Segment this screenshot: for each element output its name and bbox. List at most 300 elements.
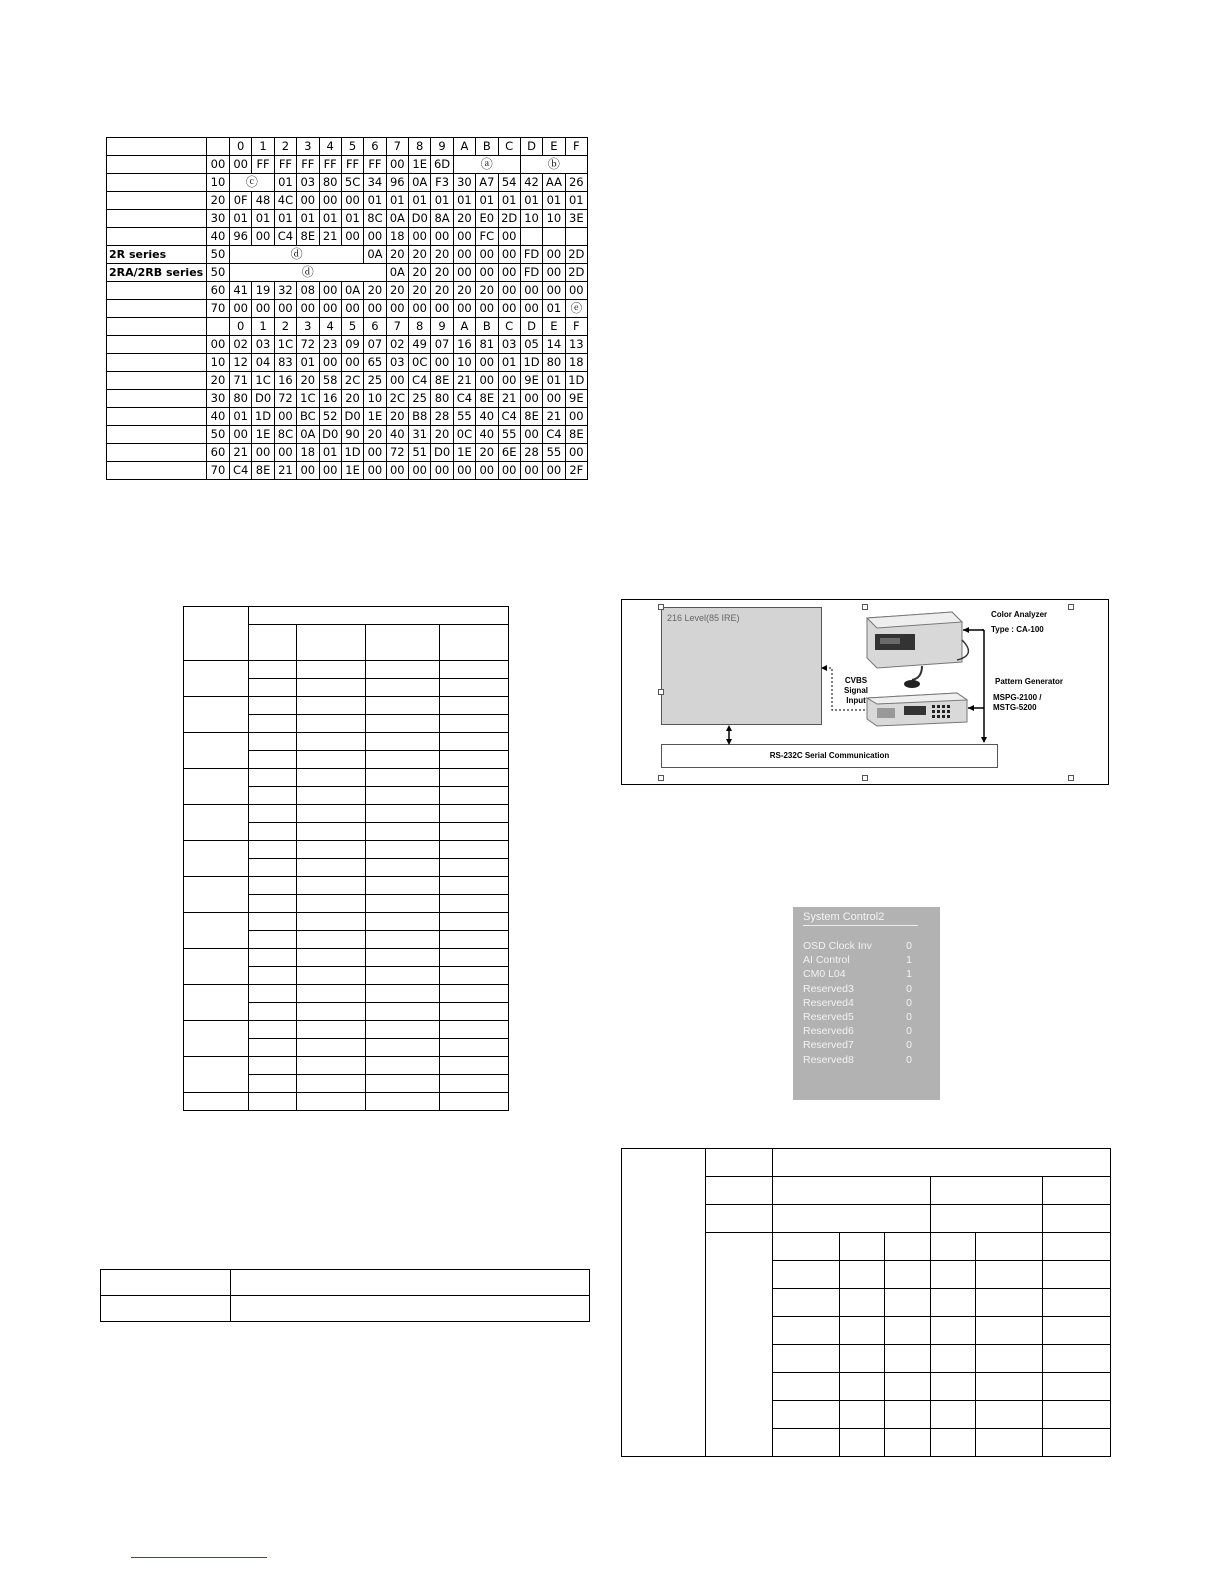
- grid-cell: [184, 697, 249, 733]
- hex-row: [107, 156, 588, 174]
- grid-cell: [885, 1373, 931, 1401]
- grid-cell: [297, 1039, 366, 1057]
- osd-setting-label: AI Control: [803, 954, 850, 967]
- hex-col-header: 5: [341, 318, 363, 336]
- hex-byte-cell: 00: [319, 282, 341, 300]
- hex-byte-cell: E0: [476, 210, 498, 228]
- hex-row-address: 10: [207, 354, 230, 372]
- hex-row-address: 50: [207, 426, 230, 444]
- hex-byte-cell: 01: [230, 210, 252, 228]
- osd-setting-value: 1: [906, 954, 912, 967]
- selection-handle: [658, 775, 664, 781]
- osd-setting-row: [803, 1024, 918, 1038]
- hex-byte-cell: 00: [543, 462, 565, 480]
- grid-cell: [440, 697, 509, 715]
- hex-row-address: 40: [207, 228, 230, 246]
- hex-byte-cell: 1D: [520, 354, 542, 372]
- grid-cell: [297, 787, 366, 805]
- hex-byte-cell: 00: [364, 444, 386, 462]
- hex-byte-cell: 8A: [431, 210, 453, 228]
- color-analyzer-icon: [867, 612, 968, 688]
- hex-byte-cell: 80: [431, 390, 453, 408]
- hex-byte-cell: 19: [252, 282, 274, 300]
- hex-col-header: 8: [409, 138, 431, 156]
- hex-byte-cell: 00: [476, 354, 498, 372]
- hex-byte-cell: 00: [476, 300, 498, 318]
- grid-cell: [622, 1149, 706, 1457]
- hex-byte-cell: 00: [409, 300, 431, 318]
- hex-row: [107, 408, 588, 426]
- hex-addr-cell: [207, 318, 230, 336]
- hex-byte-cell: 1E: [252, 426, 274, 444]
- hex-byte-cell: 00: [319, 462, 341, 480]
- grid-cell: [931, 1233, 976, 1261]
- grid-cell: [440, 859, 509, 877]
- grid-cell: [440, 1093, 509, 1111]
- hex-byte-cell: 00: [319, 354, 341, 372]
- grid-cell: [840, 1373, 885, 1401]
- hex-byte-cell: 20: [386, 246, 408, 264]
- hex-col-header: 4: [319, 138, 341, 156]
- grid-cell: [249, 1057, 297, 1075]
- hex-byte-cell: 00: [409, 228, 431, 246]
- hex-byte-cell: FF: [341, 156, 363, 174]
- osd-setting-label: Reserved5: [803, 1011, 854, 1023]
- hex-byte-cell: 01: [543, 192, 565, 210]
- hex-row: [107, 390, 588, 408]
- hex-col-header: 6: [364, 318, 386, 336]
- grid-cell: [249, 751, 297, 769]
- signal-input-label-3: Input: [846, 696, 866, 705]
- grid-cell: [249, 967, 297, 985]
- grid-cell: [1043, 1261, 1111, 1289]
- grid-cell: [249, 679, 297, 697]
- grid-cell: [885, 1345, 931, 1373]
- grid-cell: [440, 877, 509, 895]
- generator-model-2: MSTG-5200: [993, 703, 1037, 712]
- grid-cell: [366, 1021, 440, 1039]
- hex-header-row: [107, 138, 588, 156]
- grid-cell: [184, 607, 249, 661]
- hex-byte-cell: 8E: [252, 462, 274, 480]
- grid-cell: [931, 1429, 976, 1457]
- small-table-cell: [101, 1270, 231, 1296]
- hex-row-label: [107, 336, 207, 354]
- grid-cell: [297, 1057, 366, 1075]
- hex-byte-cell: [520, 228, 542, 246]
- grid-cell: [366, 1093, 440, 1111]
- grid-cell: [249, 913, 297, 931]
- grid-cell: [184, 1057, 249, 1093]
- grid-cell: [976, 1317, 1043, 1345]
- hex-col-header: F: [565, 138, 587, 156]
- grid-cell: [366, 1075, 440, 1093]
- grid-cell: [184, 985, 249, 1021]
- grid-cell: [184, 805, 249, 841]
- hex-byte-cell: 20: [409, 282, 431, 300]
- hex-byte-cell: 00: [252, 228, 274, 246]
- grid-cell: [249, 787, 297, 805]
- hex-byte-cell: 8C: [274, 426, 296, 444]
- small-table-cell: [231, 1270, 590, 1296]
- grid-cell: [366, 823, 440, 841]
- hex-byte-cell: 20: [364, 426, 386, 444]
- hex-byte-cell: 21: [230, 444, 252, 462]
- osd-setting-row: [803, 1010, 918, 1024]
- hex-byte-cell: 21: [498, 390, 520, 408]
- hex-byte-cell: 00: [565, 444, 587, 462]
- hex-col-header: 1: [252, 318, 274, 336]
- grid-cell: [931, 1317, 976, 1345]
- hex-byte-cell: 00: [476, 372, 498, 390]
- hex-row-label: 2R series: [107, 246, 207, 264]
- hex-byte-cell: 0A: [364, 246, 386, 264]
- hex-byte-cell: 71: [230, 372, 252, 390]
- hex-byte-cell: 65: [364, 354, 386, 372]
- hex-col-header: D: [520, 318, 542, 336]
- grid-cell: [976, 1373, 1043, 1401]
- hex-byte-cell: 00: [498, 228, 520, 246]
- hex-byte-cell: 00: [431, 354, 453, 372]
- grid-cell: [366, 715, 440, 733]
- grid-cell: [249, 733, 297, 751]
- hex-byte-cell: 20: [431, 282, 453, 300]
- hex-col-header: E: [543, 138, 565, 156]
- hex-byte-cell: 40: [476, 426, 498, 444]
- hex-row-label: [107, 192, 207, 210]
- hex-byte-cell: 01: [543, 372, 565, 390]
- hex-row: [107, 246, 588, 264]
- hex-byte-cell: 58: [319, 372, 341, 390]
- hex-byte-cell: 00: [498, 282, 520, 300]
- hex-byte-cell: 20: [476, 444, 498, 462]
- hex-col-header: D: [520, 138, 542, 156]
- hex-byte-cell: 1D: [252, 408, 274, 426]
- hex-row-address: 60: [207, 282, 230, 300]
- grid-cell: [440, 715, 509, 733]
- grid-cell: [249, 1039, 297, 1057]
- hex-byte-cell: 72: [274, 390, 296, 408]
- hex-byte-cell: 42: [520, 174, 542, 192]
- hex-byte-cell: D0: [431, 444, 453, 462]
- hex-byte-cell: 1C: [297, 390, 319, 408]
- grid-cell: [184, 769, 249, 805]
- hex-byte-cell: AA: [543, 174, 565, 192]
- hex-byte-cell: 4C: [274, 192, 296, 210]
- grid-cell: [297, 805, 366, 823]
- hex-row-label: [107, 354, 207, 372]
- hex-byte-cell: 13: [565, 336, 587, 354]
- signal-input-label-2: Signal: [843, 686, 868, 695]
- hex-byte-cell: C4: [409, 372, 431, 390]
- grid-cell: [976, 1401, 1043, 1429]
- osd-setting-label: Reserved6: [803, 1025, 854, 1038]
- hex-byte-cell: 20: [453, 282, 475, 300]
- hex-byte-cell: 10: [543, 210, 565, 228]
- hex-byte-cell: 2F: [565, 462, 587, 480]
- hex-byte-cell: 01: [297, 354, 319, 372]
- hex-byte-cell: 52: [319, 408, 341, 426]
- grid-cell: [297, 769, 366, 787]
- grid-cell: [976, 1289, 1043, 1317]
- hex-byte-cell: 20: [476, 282, 498, 300]
- hex-byte-cell: 00: [297, 462, 319, 480]
- hex-byte-cell: 01: [319, 210, 341, 228]
- hex-row-label: [107, 174, 207, 192]
- hex-byte-cell: 1D: [565, 372, 587, 390]
- hex-byte-cell: 04: [252, 354, 274, 372]
- hex-byte-cell: D0: [341, 408, 363, 426]
- hex-row: [107, 444, 588, 462]
- osd-setting-label: CM0 L04: [803, 968, 846, 981]
- hex-col-header: C: [498, 138, 520, 156]
- hex-byte-cell: 55: [543, 444, 565, 462]
- grid-cell: [366, 913, 440, 931]
- hex-row: [107, 372, 588, 390]
- grid-cell: [440, 949, 509, 967]
- grid-cell: [440, 769, 509, 787]
- grid-cell: [840, 1429, 885, 1457]
- hex-byte-cell: 10: [364, 390, 386, 408]
- hex-byte-cell: 14: [543, 336, 565, 354]
- hex-byte-cell: 25: [364, 372, 386, 390]
- hex-byte-cell: 8E: [520, 408, 542, 426]
- selection-handle: [1068, 604, 1074, 610]
- hex-byte-cell: 8E: [476, 390, 498, 408]
- grid-cell: [184, 733, 249, 769]
- hex-byte-cell: 20: [386, 282, 408, 300]
- grid-cell: [249, 625, 297, 661]
- grid-cell: [931, 1289, 976, 1317]
- hex-byte-cell: 08: [297, 282, 319, 300]
- hex-byte-cell: BC: [297, 408, 319, 426]
- hex-byte-cell: 9E: [520, 372, 542, 390]
- hex-byte-cell: 8E: [565, 426, 587, 444]
- osd-setting-row: [803, 1038, 918, 1052]
- grid-cell: [184, 841, 249, 877]
- grid-cell: [773, 1317, 840, 1345]
- hex-byte-cell: 0C: [453, 426, 475, 444]
- hex-byte-cell: 18: [386, 228, 408, 246]
- hex-byte-cell: 23: [319, 336, 341, 354]
- grid-cell: [297, 661, 366, 679]
- osd-title: System Control2: [803, 911, 885, 923]
- hex-byte-cell: 01: [520, 192, 542, 210]
- grid-cell: [366, 805, 440, 823]
- grid-cell: [366, 877, 440, 895]
- hex-col-header: A: [453, 318, 475, 336]
- signal-input-label-1: CVBS: [844, 676, 868, 685]
- hex-byte-cell: 20: [431, 264, 453, 282]
- osd-setting-value: 1: [906, 968, 912, 981]
- grid-cell: [885, 1429, 931, 1457]
- hex-byte-cell: 0A: [386, 210, 408, 228]
- hex-byte-cell: C4: [230, 462, 252, 480]
- hex-label-cell: [107, 318, 207, 336]
- hex-field-marker: ⓑ: [520, 156, 587, 174]
- hex-byte-cell: B8: [409, 408, 431, 426]
- grid-cell: [249, 1075, 297, 1093]
- hex-byte-cell: 05: [520, 336, 542, 354]
- hex-byte-cell: 00: [498, 372, 520, 390]
- hex-byte-cell: C4: [543, 426, 565, 444]
- grid-cell: [297, 733, 366, 751]
- hex-row: [107, 300, 588, 318]
- hex-byte-cell: 28: [431, 408, 453, 426]
- hex-byte-cell: 00: [364, 462, 386, 480]
- grid-cell: [440, 1039, 509, 1057]
- grid-cell: [840, 1401, 885, 1429]
- blank-two-row-table: [100, 1269, 590, 1322]
- hex-row-address: 40: [207, 408, 230, 426]
- hex-col-header: 0: [230, 318, 252, 336]
- hex-field-marker: ⓒ: [230, 174, 275, 192]
- grid-cell: [366, 967, 440, 985]
- grid-cell: [366, 697, 440, 715]
- osd-setting-value: 0: [906, 1011, 912, 1023]
- hex-byte-cell: 00: [453, 264, 475, 282]
- grid-cell: [773, 1401, 840, 1429]
- grid-cell: [885, 1289, 931, 1317]
- grid-cell: [366, 733, 440, 751]
- grid-cell: [931, 1345, 976, 1373]
- grid-cell: [1043, 1345, 1111, 1373]
- grid-cell: [1043, 1429, 1111, 1457]
- hex-col-header: 3: [297, 138, 319, 156]
- grid-cell: [184, 913, 249, 949]
- hex-byte-cell: 00: [386, 462, 408, 480]
- hex-col-header: 8: [409, 318, 431, 336]
- grid-cell: [249, 715, 297, 733]
- footer-link-underline[interactable]: [131, 1557, 267, 1558]
- hex-col-header: E: [543, 318, 565, 336]
- hex-byte-cell: 72: [297, 336, 319, 354]
- hex-byte-cell: 83: [274, 354, 296, 372]
- grid-cell: [773, 1149, 1111, 1177]
- hex-byte-cell: 12: [230, 354, 252, 372]
- grid-cell: [249, 985, 297, 1003]
- hex-row-address: 00: [207, 156, 230, 174]
- hex-byte-cell: 01: [543, 300, 565, 318]
- hex-byte-cell: 07: [431, 336, 453, 354]
- hex-byte-cell: 00: [386, 372, 408, 390]
- grid-cell: [440, 1075, 509, 1093]
- grid-cell: [706, 1177, 773, 1205]
- grid-cell: [297, 625, 366, 661]
- hex-label-cell: [107, 138, 207, 156]
- grid-cell: [1043, 1177, 1111, 1205]
- hex-byte-cell: 26: [565, 174, 587, 192]
- grid-cell: [440, 895, 509, 913]
- grid-cell: [297, 895, 366, 913]
- grid-cell: [1043, 1205, 1111, 1233]
- grid-cell: [297, 1021, 366, 1039]
- grid-cell: [931, 1401, 976, 1429]
- hex-field-marker: ⓓ: [230, 246, 364, 264]
- grid-cell: [249, 1093, 297, 1111]
- hex-byte-cell: 00: [520, 426, 542, 444]
- osd-setting-value: 0: [906, 940, 912, 952]
- selection-handle: [1068, 775, 1074, 781]
- grid-cell: [184, 661, 249, 697]
- hex-byte-cell: 8E: [431, 372, 453, 390]
- osd-setting-label: Reserved4: [803, 996, 854, 1009]
- osd-setting-label: Reserved7: [803, 1039, 854, 1052]
- hex-byte-cell: 00: [453, 246, 475, 264]
- hex-byte-cell: 1D: [341, 444, 363, 462]
- grid-cell: [366, 661, 440, 679]
- grid-cell: [976, 1233, 1043, 1261]
- hex-byte-cell: 01: [274, 210, 296, 228]
- hex-byte-cell: FF: [274, 156, 296, 174]
- grid-cell: [297, 877, 366, 895]
- grid-cell: [297, 1075, 366, 1093]
- hex-byte-cell: [543, 228, 565, 246]
- grid-cell: [440, 661, 509, 679]
- hex-byte-cell: 20: [297, 372, 319, 390]
- hex-byte-cell: 01: [498, 354, 520, 372]
- hex-byte-cell: 0F: [230, 192, 252, 210]
- grid-cell: [249, 1003, 297, 1021]
- hex-byte-cell: 10: [453, 354, 475, 372]
- hex-row-address: 30: [207, 390, 230, 408]
- grid-cell: [440, 985, 509, 1003]
- hex-byte-cell: 30: [453, 174, 475, 192]
- grid-cell: [184, 949, 249, 985]
- hex-byte-cell: 02: [230, 336, 252, 354]
- osd-setting-row: [803, 939, 918, 953]
- grid-cell: [773, 1345, 840, 1373]
- hex-col-header: 1: [252, 138, 274, 156]
- grid-cell: [840, 1345, 885, 1373]
- osd-system-control-panel: [793, 907, 940, 1100]
- osd-setting-value: 0: [906, 996, 912, 1009]
- grid-cell: [440, 733, 509, 751]
- grid-cell: [249, 661, 297, 679]
- grid-cell: [184, 877, 249, 913]
- hex-byte-cell: 18: [565, 354, 587, 372]
- hex-byte-cell: 3E: [565, 210, 587, 228]
- hex-byte-cell: [565, 228, 587, 246]
- grid-cell: [366, 769, 440, 787]
- hex-byte-cell: 41: [230, 282, 252, 300]
- hex-row-label: [107, 282, 207, 300]
- hex-byte-cell: A7: [476, 174, 498, 192]
- grid-cell: [249, 931, 297, 949]
- osd-setting-label: Reserved3: [803, 982, 854, 995]
- hex-byte-cell: 01: [476, 192, 498, 210]
- osd-setting-row: [803, 967, 918, 981]
- hex-row: [107, 462, 588, 480]
- hex-byte-cell: 00: [520, 462, 542, 480]
- grid-cell: [773, 1289, 840, 1317]
- hex-byte-cell: 07: [364, 336, 386, 354]
- grid-cell: [366, 787, 440, 805]
- hex-col-header: 7: [386, 318, 408, 336]
- hex-byte-cell: 48: [252, 192, 274, 210]
- hex-byte-cell: 18: [297, 444, 319, 462]
- hex-row-label: [107, 462, 207, 480]
- hex-byte-cell: 32: [274, 282, 296, 300]
- hex-col-header: 4: [319, 318, 341, 336]
- grid-cell: [297, 1093, 366, 1111]
- hex-byte-cell: 20: [453, 210, 475, 228]
- osd-setting-value: 0: [906, 1053, 912, 1066]
- hex-byte-cell: 03: [386, 354, 408, 372]
- grid-cell: [440, 913, 509, 931]
- hex-byte-cell: D0: [319, 426, 341, 444]
- hex-byte-cell: 00: [297, 300, 319, 318]
